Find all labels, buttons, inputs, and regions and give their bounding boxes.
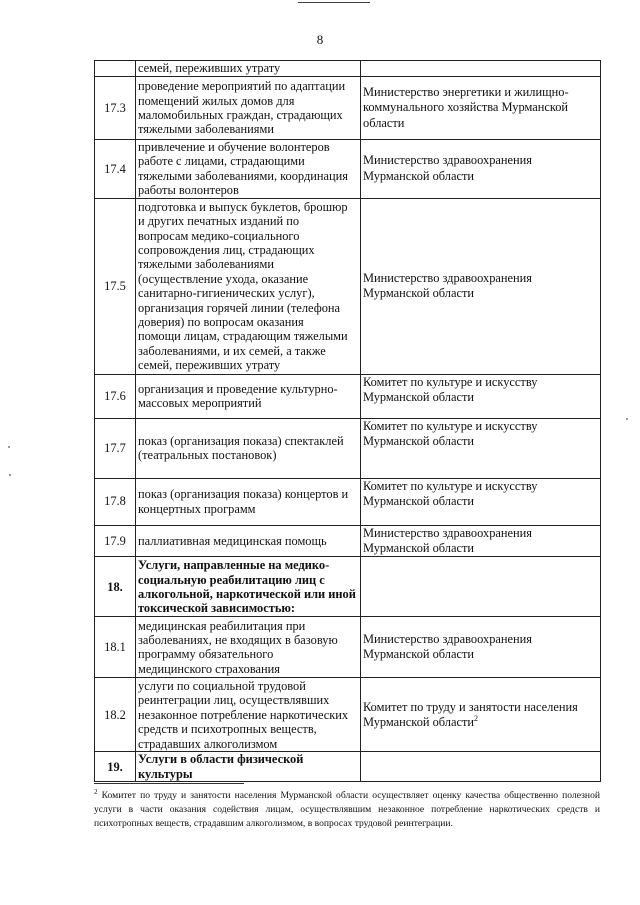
row-number: 18.1 xyxy=(95,617,136,678)
table-row xyxy=(95,77,601,140)
footnote xyxy=(94,789,600,830)
table-row xyxy=(95,140,601,199)
responsible-body xyxy=(361,752,601,782)
row-number xyxy=(95,61,136,77)
responsible-body: Министерство здравоохранения Мурманской области xyxy=(361,525,601,557)
service-description: медицинская реабилитация при заболеваниях, не входящих в базовую программу обязательного медицинского страхования xyxy=(136,617,361,678)
services-table xyxy=(94,60,601,782)
responsible-body xyxy=(361,557,601,617)
responsible-body: Комитет по культуре и искусству Мурманской области xyxy=(361,374,601,418)
row-number: 17.8 xyxy=(95,478,136,525)
footnote-separator xyxy=(94,783,244,784)
service-description: паллиативная медицинская помощь xyxy=(136,525,361,557)
table-row xyxy=(95,678,601,752)
footnote-marker: 2 xyxy=(94,787,98,796)
service-description: Услуги в области физической культуры xyxy=(136,752,361,782)
row-number: 17.4 xyxy=(95,140,136,199)
service-description: семей, переживших утрату xyxy=(136,61,361,77)
responsible-body: Министерство энергетики и жилищно- коммунального хозяйства Мурманской области xyxy=(361,77,601,140)
row-number: 17.7 xyxy=(95,418,136,478)
service-description: услуги по социальной трудовой реинтеграции лиц, осуществлявших незаконное потребление наркотических средств и психотропных веществ, страдавших алкоголизмом xyxy=(136,678,361,752)
service-description: проведение мероприятий по адаптации помещений жилых домов для маломобильных граждан, страдающих тяжелыми заболеваниями xyxy=(136,77,361,140)
responsible-body: Министерство здравоохранения Мурманской области xyxy=(361,140,601,199)
page-number: 8 xyxy=(316,32,324,47)
footnote-reference: 2 xyxy=(474,713,479,723)
table-row xyxy=(95,418,601,478)
table-row xyxy=(95,198,601,374)
row-number: 17.6 xyxy=(95,374,136,418)
service-description: организация и проведение культурно- массовых мероприятий xyxy=(136,374,361,418)
table-row xyxy=(95,557,601,617)
responsible-body: Комитет по культуре и искусству Мурманской области xyxy=(361,418,601,478)
row-number: 17.5 xyxy=(95,198,136,374)
table-row xyxy=(95,617,601,678)
row-number: 19. xyxy=(95,752,136,782)
service-description: Услуги, направленные на медико- социальную реабилитацию лиц с алкогольной, наркотической или иной токсической зависимостью: xyxy=(136,557,361,617)
service-description: подготовка и выпуск буклетов, брошюр и других печатных изданий по вопросам медико-социального сопровождения лиц, страдающих тяжелыми заболеваниями (осуществление ухода, оказание санитарно-гигиенических услуг), организация горячей линии (телефона доверия) по вопросам оказания помощи лицам, страдающим тяжелыми заболеваниями, и их семей, а также семей, переживших утрату xyxy=(136,198,361,374)
footnote-text: Комитет по труду и занятости населения Мурманской области осуществляет оценку качества общественно полезной услуги в части оказания содействия лицам, осуществлявшим незаконное потребление наркотических средств и психотропных веществ, страдавшим алкоголизмом, в вопросах трудовой реинтеграции. xyxy=(94,790,600,829)
table-row xyxy=(95,525,601,557)
responsible-body xyxy=(361,678,601,752)
top-edge-rule xyxy=(298,2,370,3)
table-row xyxy=(95,61,601,77)
scan-speck xyxy=(626,418,628,420)
service-description: привлечение и обучение волонтеров работе с лицами, страдающими тяжелыми заболеваниями, координация работы волонтеров xyxy=(136,140,361,199)
scan-speck xyxy=(9,474,11,476)
row-number: 17.9 xyxy=(95,525,136,557)
table-row xyxy=(95,478,601,525)
service-description: показ (организация показа) спектаклей (театральных постановок) xyxy=(136,418,361,478)
row-number: 17.3 xyxy=(95,77,136,140)
responsible-body-text: Комитет по труду и занятости населения Мурманской области xyxy=(363,699,578,729)
responsible-body: Министерство здравоохранения Мурманской области xyxy=(361,617,601,678)
responsible-body: Министерство здравоохранения Мурманской области xyxy=(361,198,601,374)
responsible-body: Комитет по культуре и искусству Мурманской области xyxy=(361,478,601,525)
row-number: 18. xyxy=(95,557,136,617)
table-row xyxy=(95,752,601,782)
service-description: показ (организация показа) концертов и концертных программ xyxy=(136,478,361,525)
responsible-body xyxy=(361,61,601,77)
table-row xyxy=(95,374,601,418)
scan-speck xyxy=(8,446,10,448)
row-number: 18.2 xyxy=(95,678,136,752)
